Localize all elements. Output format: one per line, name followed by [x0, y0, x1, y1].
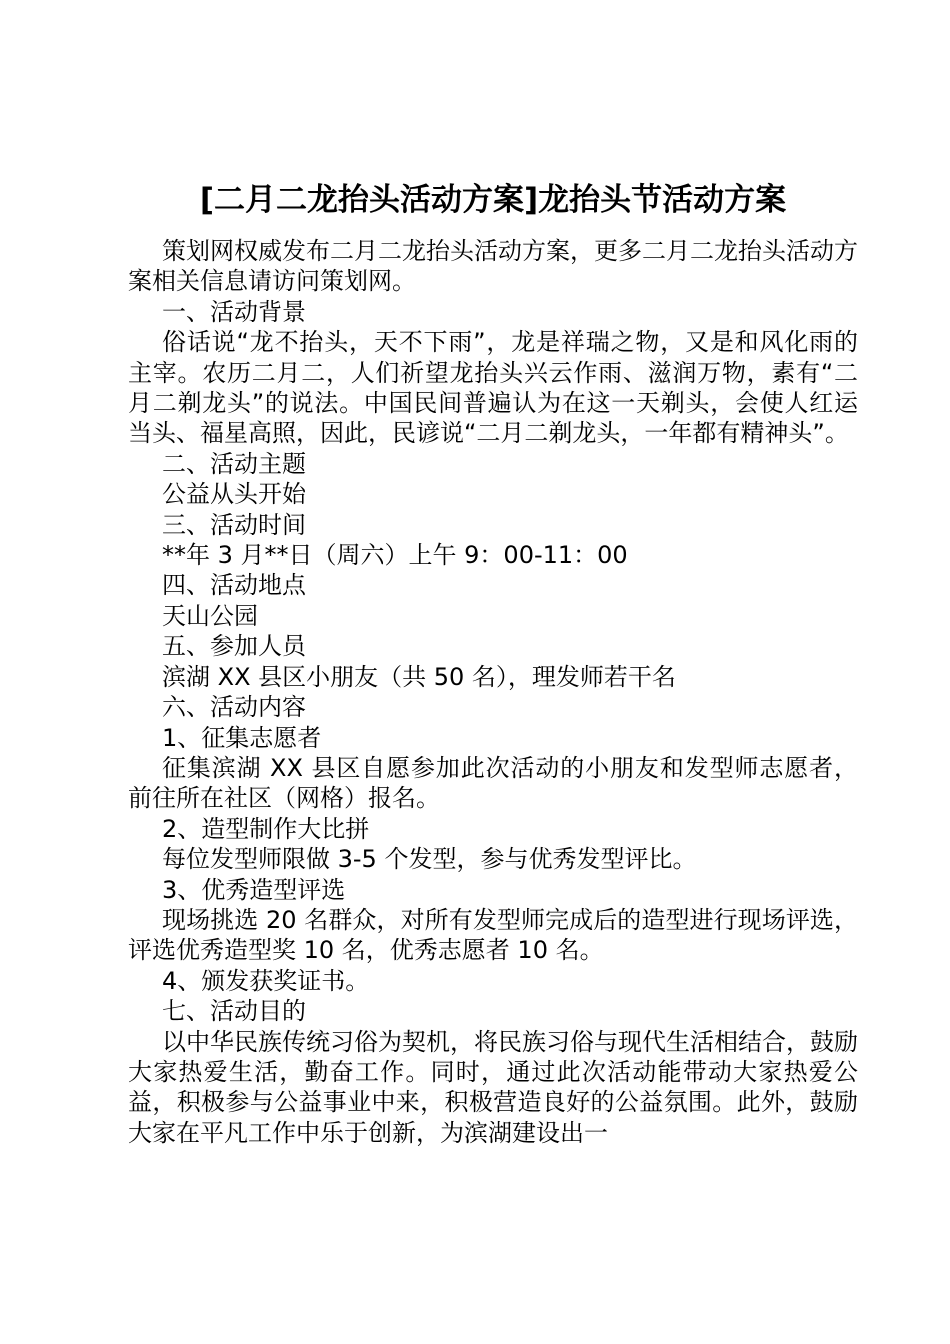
content-item-1-text: 征集滨湖 XX 县区自愿参加此次活动的小朋友和发型师志愿者，前往所在社区（网格）报名。: [128, 753, 858, 813]
background-paragraph: 俗话说“龙不抬头，天不下雨”，龙是祥瑞之物，又是和风化雨的主宰。农历二月二，人们祈望龙抬头兴云作雨、滋润万物，素有“二月二剃龙头”的说法。中国民间普遍认为在这一天剃头，会使人红运当头、福星高照，因此，民谚说“二月二剃龙头，一年都有精神头”。: [128, 328, 858, 448]
content-item-3-heading: 3、优秀造型评选: [162, 875, 346, 904]
intro-paragraph: 策划网权威发布二月二龙抬头活动方案，更多二月二龙抬头活动方案相关信息请访问策划网。: [128, 237, 858, 296]
section-heading-purpose: 七、活动目的: [162, 997, 306, 1026]
section-heading-theme: 二、活动主题: [162, 449, 306, 478]
content-item-2-text: 每位发型师限做 3-5 个发型，参与优秀发型评比。: [162, 845, 697, 874]
participants-text: 滨湖 XX 县区小朋友（共 50 名），理发师若干名: [162, 662, 676, 691]
document-title: [二月二龙抬头活动方案]龙抬头节活动方案: [199, 182, 787, 218]
section-heading-content: 六、活动内容: [162, 693, 306, 722]
content-item-4-heading: 4、颁发获奖证书。: [162, 966, 370, 995]
time-text: **年 3 月**日（周六）上午 9：00-11：00: [162, 541, 628, 570]
section-heading-background: 一、活动背景: [162, 297, 306, 326]
section-heading-participants: 五、参加人员: [162, 632, 306, 661]
location-text: 天山公园: [162, 601, 258, 630]
section-heading-time: 三、活动时间: [162, 510, 306, 539]
document-body: [128, 236, 858, 1148]
content-item-2-heading: 2、造型制作大比拼: [162, 814, 370, 843]
purpose-paragraph: 以中华民族传统习俗为契机，将民族习俗与现代生活相结合，鼓励大家热爱生活，勤奋工作。同时，通过此次活动能带动大家热爱公益，积极参与公益事业中来，积极营造良好的公益氛围。此外，鼓励大家在平凡工作中乐于创新，为滨湖建设出一: [128, 1027, 858, 1147]
theme-text: 公益从头开始: [162, 480, 306, 509]
content-item-3-text: 现场挑选 20 名群众，对所有发型师完成后的造型进行现场评选，评选优秀造型奖 10 名，优秀志愿者 10 名。: [128, 905, 858, 965]
section-heading-location: 四、活动地点: [162, 571, 306, 600]
content-item-1-heading: 1、征集志愿者: [162, 723, 322, 752]
